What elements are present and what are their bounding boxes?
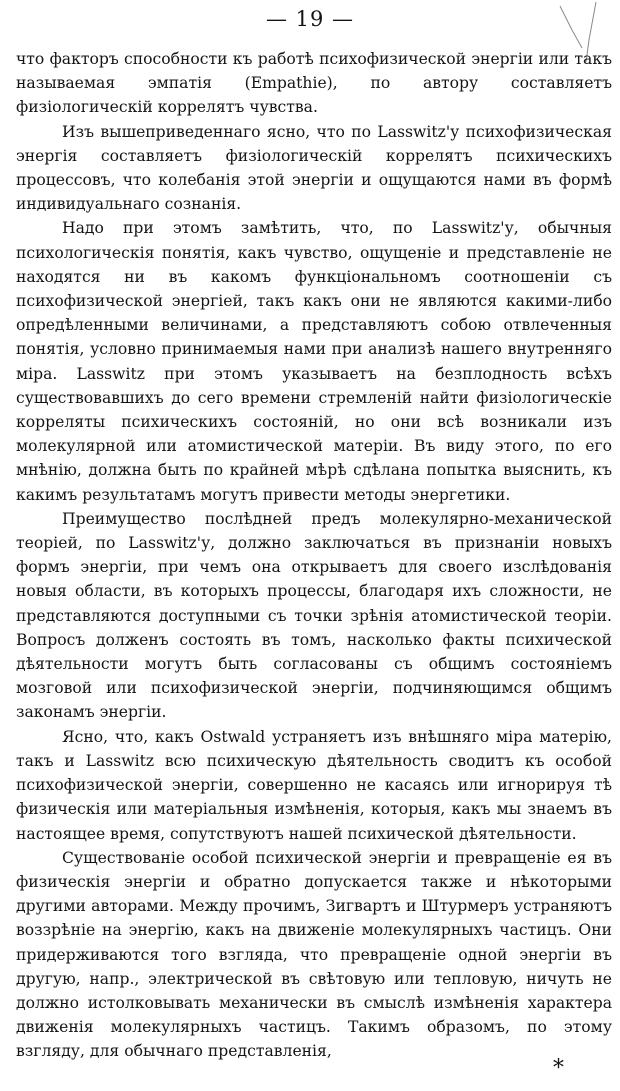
document-body (16, 47, 612, 1064)
signature-mark: * (553, 1056, 564, 1081)
paragraph-continuation: что факторъ способности къ работѣ психофизической энергіи или такъ называемая эмпатія (Empathie), по автору составляетъ физіологическій коррелятъ чувства. (16, 50, 612, 117)
paragraph: Надо при этомъ замѣтить, что, по Lasswitz'у, обычныя психологическія понятія, какъ чувство, ощущеніе и представленіе не находятся ни въ какомъ функціональномъ соотношеніи съ психофизической энергіей, такъ какъ они не являются какими-либо опредѣленными величинами, а представляютъ собою отвлеченныя понятія, условно принимаемыя нами при анализѣ нашего внутренняго міра. Lasswitz при этомъ указываетъ на безплодность всѣхъ существовавшихъ до сего времени стремленій найти физіологическіе корреляты психическихъ состояній, но они всѣ возникали изъ молекулярной или атомистической матеріи. Въ виду этого, по его мнѣнію, должна быть по крайней мѣрѣ сдѣлана попытка выяснить, къ какимъ результатамъ могутъ привести методы энергетики. (16, 219, 612, 504)
paragraph: Изъ вышеприведеннаго ясно, что по Lasswitz'у психофизическая энергія составляетъ физіологическій коррелятъ психическихъ процессовъ, что колебанія этой энергіи и ощущаются нами въ формѣ индивидуальнаго сознанія. (16, 122, 612, 214)
page-number: — 19 — (265, 7, 355, 31)
paragraph: Существованіе особой психической энергіи и превращеніе ея въ физическія энергіи и обратно допускается также и нѣкоторыми другими авторами. Между прочимъ, Зигвартъ и Штурмеръ устраняютъ воззрѣніе на энергію, какъ на движеніе молекулярныхъ частицъ. Они придерживаются того взгляда, что превращеніе одной энергіи въ другую, напр., электрической въ свѣтовую или тепловую, ничуть не должно истолковывать механически въ смыслѣ измѣненія характера движенія молекулярныхъ частицъ. Такимъ образомъ, по этому взгляду, для обычнаго представленія, (16, 848, 612, 1061)
paragraph: Ясно, что, какъ Ostwald устраняетъ изъ внѣшняго міра матерію, такъ и Lasswitz всю психическую дѣятельность сводитъ къ особой психофизической энергіи, совершенно не касаясь или игнорируя тѣ физическія или матеріальныя измѣненія, которыя, какъ мы знаемъ въ настоящее время, сопутствуютъ нашей психической дѣятельности. (16, 727, 612, 843)
paragraph: Преимущество послѣдней предъ молекулярно-механической теоріей, по Lasswitz'у, должно заключаться въ признаніи новыхъ формъ энергіи, при чемъ она открываетъ для своего изслѣдованія новыя области, въ которыхъ процессы, благодаря ихъ сложности, не представляются доступными съ точки зрѣнія атомистической теоріи. Вопросъ долженъ состоять въ томъ, насколько факты психической дѣятельности могутъ быть согласованы съ общимъ состояніемъ мозговой или психофизической энергіи, подчиняющимся общимъ законамъ энергіи. (16, 509, 612, 722)
